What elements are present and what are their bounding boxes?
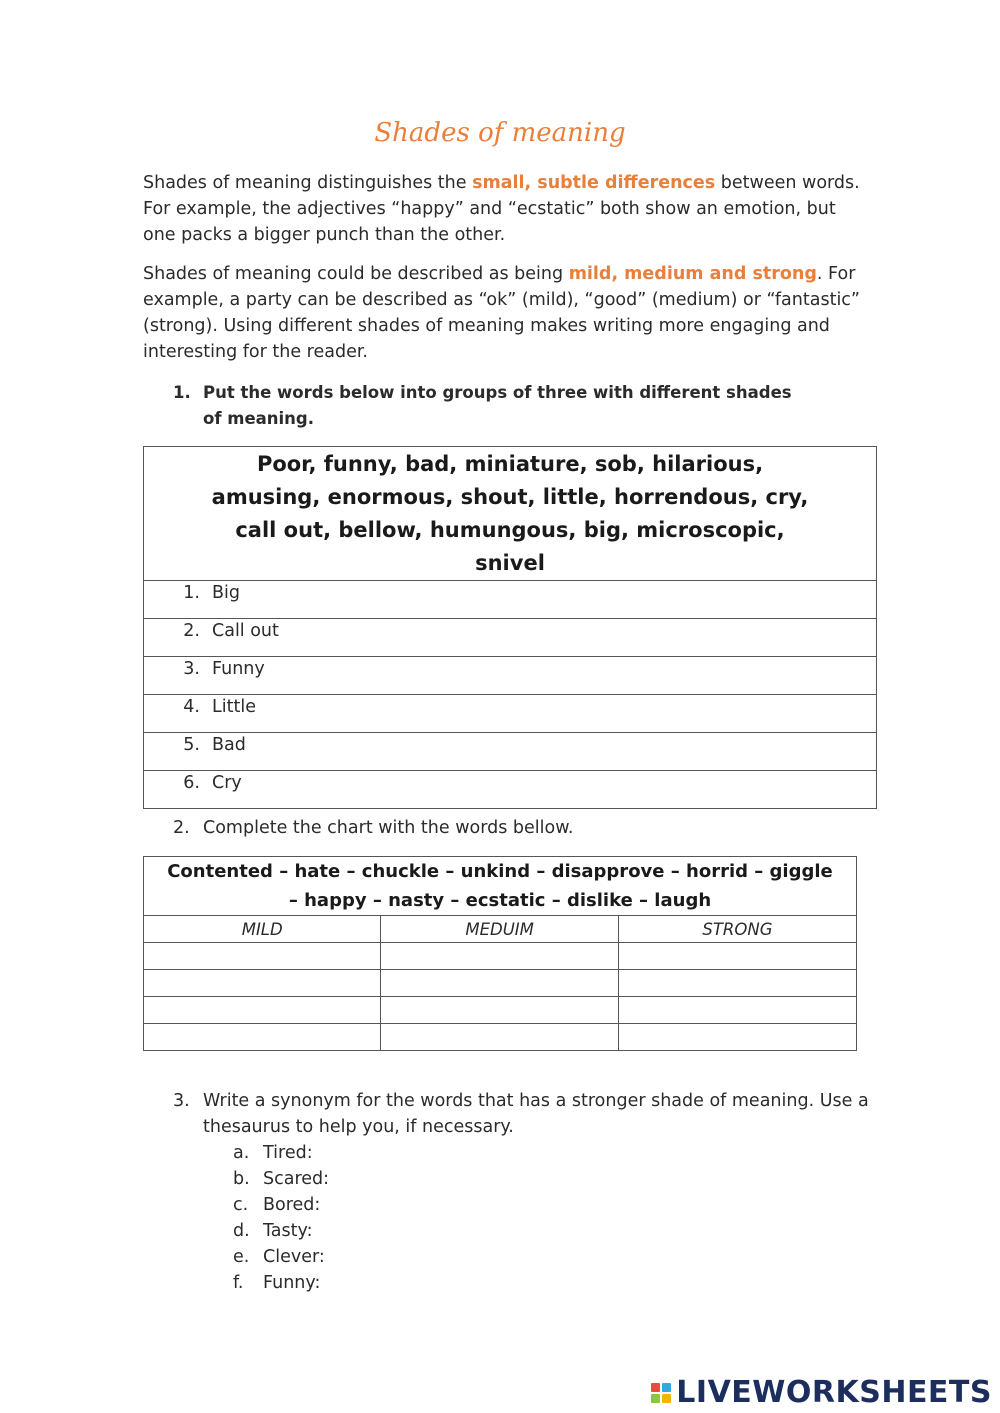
row-label: Funny — [212, 659, 265, 679]
list-item — [233, 1218, 329, 1244]
answer-cell[interactable] — [381, 970, 618, 997]
item-letter: c. — [233, 1195, 249, 1215]
item-label: Scared: — [263, 1169, 330, 1189]
row-number: 6. — [183, 773, 200, 793]
list-item — [233, 1166, 329, 1192]
para2-text-after: . For example, a party can be described as “ok” (mild), “good” (medium) or “fantastic” (strong). Using different shades of meaning makes writing more engaging and interesting for the reader. — [143, 264, 860, 362]
shades-chart-table — [143, 856, 857, 1051]
item-label: Tired: — [263, 1143, 313, 1163]
row-number: 5. — [183, 735, 200, 755]
question-1-number: 1. — [173, 383, 191, 402]
row-label: Little — [212, 697, 256, 717]
question-2-text: Complete the chart with the words bellow. — [203, 818, 574, 838]
answer-cell[interactable] — [144, 970, 381, 997]
question-1-text: Put the words below into groups of three with different shades of meaning. — [203, 383, 792, 428]
logo-square-red — [651, 1383, 660, 1392]
answer-cell[interactable] — [381, 1024, 618, 1051]
para1-text-before: Shades of meaning distinguishes the — [143, 173, 473, 193]
item-label: Bored: — [263, 1195, 321, 1215]
question-3 — [173, 1088, 873, 1140]
question-3-number: 3. — [173, 1091, 190, 1111]
row-number: 1. — [183, 583, 200, 603]
column-header-medium: MEDUIM — [381, 916, 618, 943]
word-bank-1: Poor, funny, bad, miniature, sob, hilarious, amusing, enormous, shout, little, horrendous, cry, call out, bellow, humungous, big, microscopic, snivel — [144, 447, 877, 581]
answer-cell[interactable] — [144, 943, 381, 970]
list-item — [233, 1192, 329, 1218]
logo-square-yellow — [662, 1394, 671, 1403]
answer-cell[interactable] — [618, 970, 856, 997]
item-letter: d. — [233, 1221, 250, 1241]
row-number: 3. — [183, 659, 200, 679]
answer-cell[interactable] — [144, 1024, 381, 1051]
item-letter: b. — [233, 1169, 250, 1189]
table-row[interactable] — [144, 695, 877, 733]
intro-paragraph-1 — [143, 170, 863, 248]
table-row[interactable] — [144, 733, 877, 771]
answer-cell[interactable] — [381, 997, 618, 1024]
page-title: Shades of meaning — [374, 118, 626, 148]
question-3-text: Write a synonym for the words that has a stronger shade of meaning. Use a thesaurus to help you, if necessary. — [203, 1091, 869, 1137]
column-header-strong: STRONG — [618, 916, 856, 943]
row-label: Cry — [212, 773, 242, 793]
word-groups-table — [143, 446, 877, 809]
question-2-number: 2. — [173, 818, 190, 838]
para1-text-after: between words. For example, the adjectives “happy” and “ecstatic” both show an emotion, but one packs a bigger punch than the other. — [143, 173, 860, 245]
intro-paragraph-2 — [143, 261, 863, 365]
logo-mark-icon — [651, 1383, 671, 1403]
item-label: Funny: — [263, 1273, 321, 1293]
answer-cell[interactable] — [618, 1024, 856, 1051]
item-letter: f. — [233, 1273, 244, 1293]
item-label: Clever: — [263, 1247, 325, 1267]
row-number: 2. — [183, 621, 200, 641]
liveworksheets-logo — [651, 1375, 992, 1410]
answer-cell[interactable] — [618, 943, 856, 970]
para2-highlight: mild, medium and strong — [568, 264, 817, 284]
item-letter: e. — [233, 1247, 250, 1267]
column-header-mild: MILD — [144, 916, 381, 943]
question-2 — [173, 815, 873, 841]
list-item — [233, 1244, 329, 1270]
para2-text-before: Shades of meaning could be described as being — [143, 264, 569, 284]
word-bank-2: Contented – hate – chuckle – unkind – disapprove – horrid – giggle – happy – nasty – ecstatic – dislike – laugh — [144, 857, 857, 916]
question-1 — [173, 380, 813, 432]
row-label: Big — [212, 583, 240, 603]
item-label: Tasty: — [263, 1221, 313, 1241]
table-row[interactable] — [144, 581, 877, 619]
row-label: Call out — [212, 621, 279, 641]
answer-cell[interactable] — [618, 997, 856, 1024]
para1-highlight: small, subtle differences — [472, 173, 716, 193]
row-number: 4. — [183, 697, 200, 717]
answer-cell[interactable] — [144, 997, 381, 1024]
logo-text: LIVEWORKSHEETS — [676, 1375, 992, 1410]
table-row[interactable] — [144, 771, 877, 809]
answer-cell[interactable] — [381, 943, 618, 970]
item-letter: a. — [233, 1143, 250, 1163]
row-label: Bad — [212, 735, 246, 755]
synonym-list — [233, 1140, 329, 1296]
logo-square-blue — [662, 1383, 671, 1392]
logo-square-green — [651, 1394, 660, 1403]
table-row[interactable] — [144, 619, 877, 657]
list-item — [233, 1270, 329, 1296]
table-row[interactable] — [144, 657, 877, 695]
list-item — [233, 1140, 329, 1166]
